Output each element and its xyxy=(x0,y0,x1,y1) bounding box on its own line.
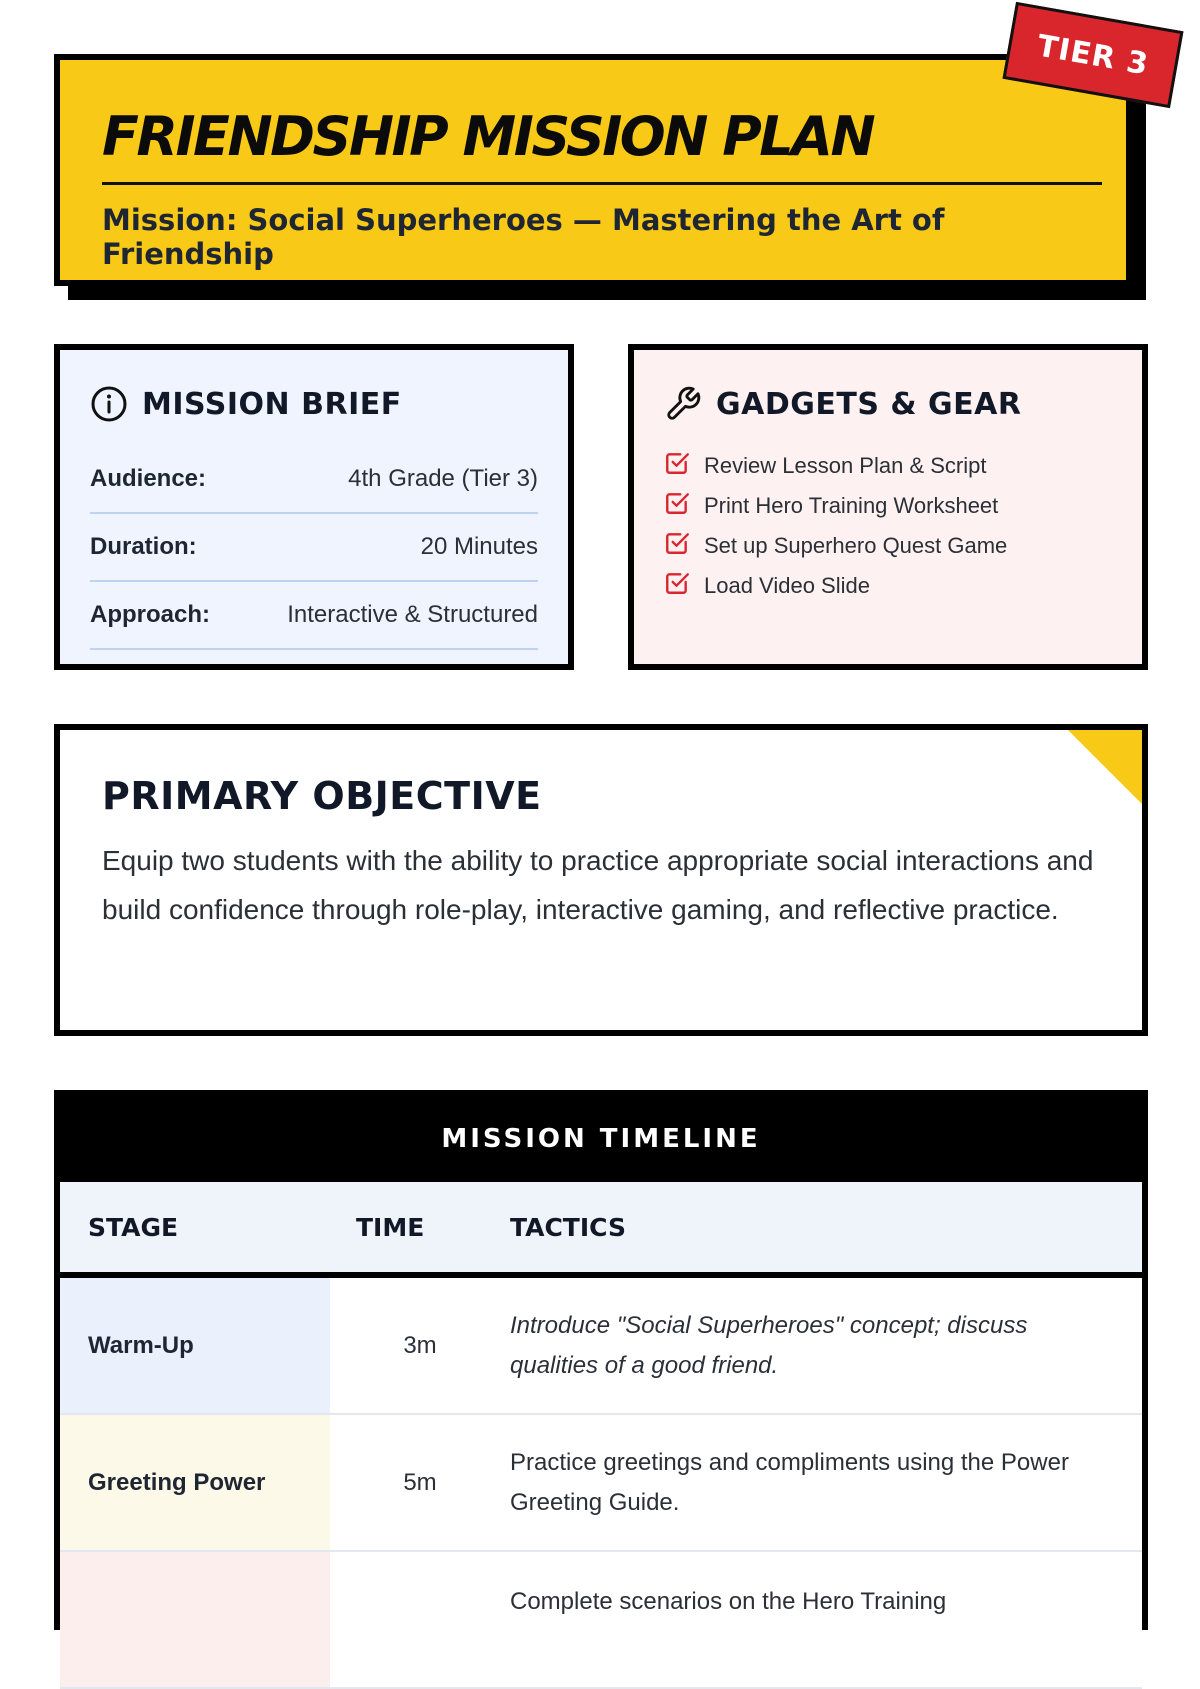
brief-row-duration xyxy=(90,514,538,582)
table-header-row xyxy=(60,1182,1142,1278)
time-cell: 5m xyxy=(403,1468,437,1496)
tactics-cell: Complete scenarios on the Hero Training xyxy=(510,1588,947,1615)
checkbox-checked-icon xyxy=(664,490,690,522)
mission-brief-card xyxy=(54,344,574,670)
checklist-label: Print Hero Training Worksheet xyxy=(704,493,999,518)
brief-value: 4th Grade (Tier 3) xyxy=(348,465,538,492)
info-icon xyxy=(90,385,128,423)
table-row xyxy=(60,1415,1142,1552)
objective-title: PRIMARY OBJECTIVE xyxy=(102,774,542,818)
checklist-item[interactable] xyxy=(664,526,1112,566)
objective-text: Equip two students with the ability to practice appropriate social interactions and build confidence through role-play, interactive gaming, and reflective practice. xyxy=(102,845,1094,925)
stage-cell xyxy=(60,1552,330,1687)
column-header-time: TIME xyxy=(356,1212,425,1242)
stage-cell: Warm-Up xyxy=(60,1278,330,1413)
header-panel xyxy=(54,54,1132,286)
mission-brief-title: MISSION BRIEF xyxy=(142,386,402,422)
checklist-label: Load Video Slide xyxy=(704,573,870,598)
wrench-icon xyxy=(664,385,702,423)
checklist-item[interactable] xyxy=(664,566,1112,606)
table-row xyxy=(60,1552,1142,1689)
page-title: FRIENDSHIP MISSION PLAN xyxy=(102,105,874,168)
tier-badge: TIER 3 xyxy=(1003,2,1184,108)
stage-cell: Greeting Power xyxy=(60,1415,330,1550)
table-row xyxy=(60,1278,1142,1415)
brief-value: 20 Minutes xyxy=(420,533,538,560)
brief-value: Interactive & Structured xyxy=(287,601,538,628)
timeline-title: MISSION TIMELINE xyxy=(60,1096,1142,1182)
gadgets-gear-card xyxy=(628,344,1148,670)
checklist-item[interactable] xyxy=(664,446,1112,486)
brief-key: Audience: xyxy=(90,465,207,492)
tactics-cell: Practice greetings and compliments using the Power Greeting Guide. xyxy=(510,1448,1069,1516)
column-header-stage: STAGE xyxy=(88,1212,179,1242)
time-cell: 3m xyxy=(403,1331,437,1359)
brief-key: Approach: xyxy=(90,601,210,628)
column-header-tactics: TACTICS xyxy=(510,1212,626,1242)
primary-objective-card xyxy=(54,724,1148,1036)
checklist-label: Review Lesson Plan & Script xyxy=(704,453,987,478)
brief-row-audience xyxy=(90,446,538,514)
checkbox-checked-icon xyxy=(664,450,690,482)
corner-accent xyxy=(1068,730,1142,804)
brief-row-approach xyxy=(90,582,538,650)
checkbox-checked-icon xyxy=(664,570,690,602)
title-divider xyxy=(102,182,1102,185)
checklist-label: Set up Superhero Quest Game xyxy=(704,533,1008,558)
tactics-cell: Introduce "Social Superheroes" concept; discuss qualities of a good friend. xyxy=(510,1311,1028,1379)
checkbox-checked-icon xyxy=(664,530,690,562)
checklist xyxy=(664,446,1112,606)
brief-key: Duration: xyxy=(90,533,197,560)
page-subtitle: Mission: Social Superheroes — Mastering the Art of Friendship xyxy=(102,203,945,271)
brief-list xyxy=(90,446,538,650)
mission-timeline-table xyxy=(54,1090,1148,1630)
header-banner xyxy=(54,54,1146,304)
checklist-item[interactable] xyxy=(664,486,1112,526)
gadgets-gear-title: GADGETS & GEAR xyxy=(716,386,1022,422)
time-cell xyxy=(330,1552,510,1687)
